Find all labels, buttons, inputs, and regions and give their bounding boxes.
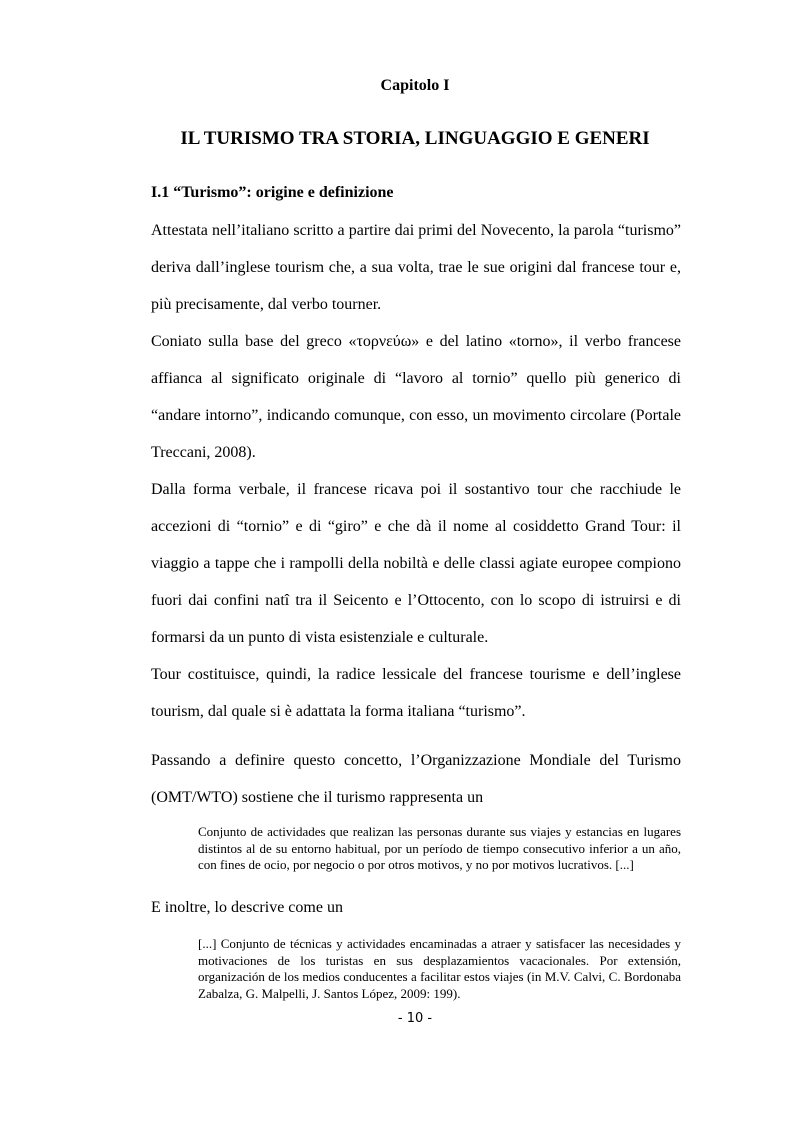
body-text-block-1 — [151, 212, 681, 816]
paragraph-3: Dalla forma verbale, il francese ricava poi il sostantivo tour che racchiude le accezioni di “tornio” e di “giro” e che dà il nome al cosiddetto Grand Tour: il viaggio a tappe che i rampolli della nobiltà e delle classi agiate europee compiono fuori dai confini natî tra il Seicento e l’Ottocento, con lo scopo di istruirsi e di formarsi da un punto di vista esistenziale e culturale. — [151, 481, 681, 646]
section-heading: I.1 “Turismo”: origine e definizione — [151, 184, 394, 201]
paragraph-4: Tour costituisce, quindi, la radice lessicale del francese tourisme e dell’inglese tourism, dal quale si è adattata la forma italiana “turismo”. — [151, 666, 681, 720]
intro-text-2: E inoltre, lo descrive come un — [151, 899, 343, 916]
chapter-label: Capitolo I — [380, 77, 450, 94]
chapter-title: IL TURISMO TRA STORIA, LINGUAGGIO E GENERI — [180, 128, 650, 149]
paragraph-2: Coniato sulla base del greco «τορνεύω» e del latino «torno», il verbo francese affianca al significato originale di “lavoro al tornio” quello più generico di “andare intorno”, indicando comunque, con esso, un movimento circolare (Portale Treccani, 2008). — [151, 333, 681, 461]
paragraph-1: Attestata nell’italiano scritto a partire dai primi del Novecento, la parola “turismo” deriva dall’inglese tourism che, a sua volta, trae le sue origini dal francese tour e, più precisamente, dal verbo tourner. — [151, 222, 681, 313]
page-number: - 10 - — [397, 1011, 433, 1026]
paragraph-5: Passando a definire questo concetto, l’Organizzazione Mondiale del Turismo (OMT/WTO) sostiene che il turismo rappresenta un — [151, 752, 681, 806]
block-quote-2: [...] Conjunto de técnicas y actividades encaminadas a atraer y satisfacer las necesidades y motivaciones de los turistas en sus desplazamientos vacacionales. Por extensión, organización de los medios conducentes a facilitar estos viajes (in M.V. Calvi, C. Bordonaba Zabalza, G. Malpelli, J. Santos López, 2009: 199). — [198, 936, 681, 1001]
block-quote-1: Conjunto de actividades que realizan las personas durante sus viajes y estancias en lugares distintos al de su entorno habitual, por un período de tiempo consecutivo inferior a un año, con fines de ocio, por negocio o por otros motivos, y no por motivos lucrativos. [...] — [198, 824, 681, 872]
